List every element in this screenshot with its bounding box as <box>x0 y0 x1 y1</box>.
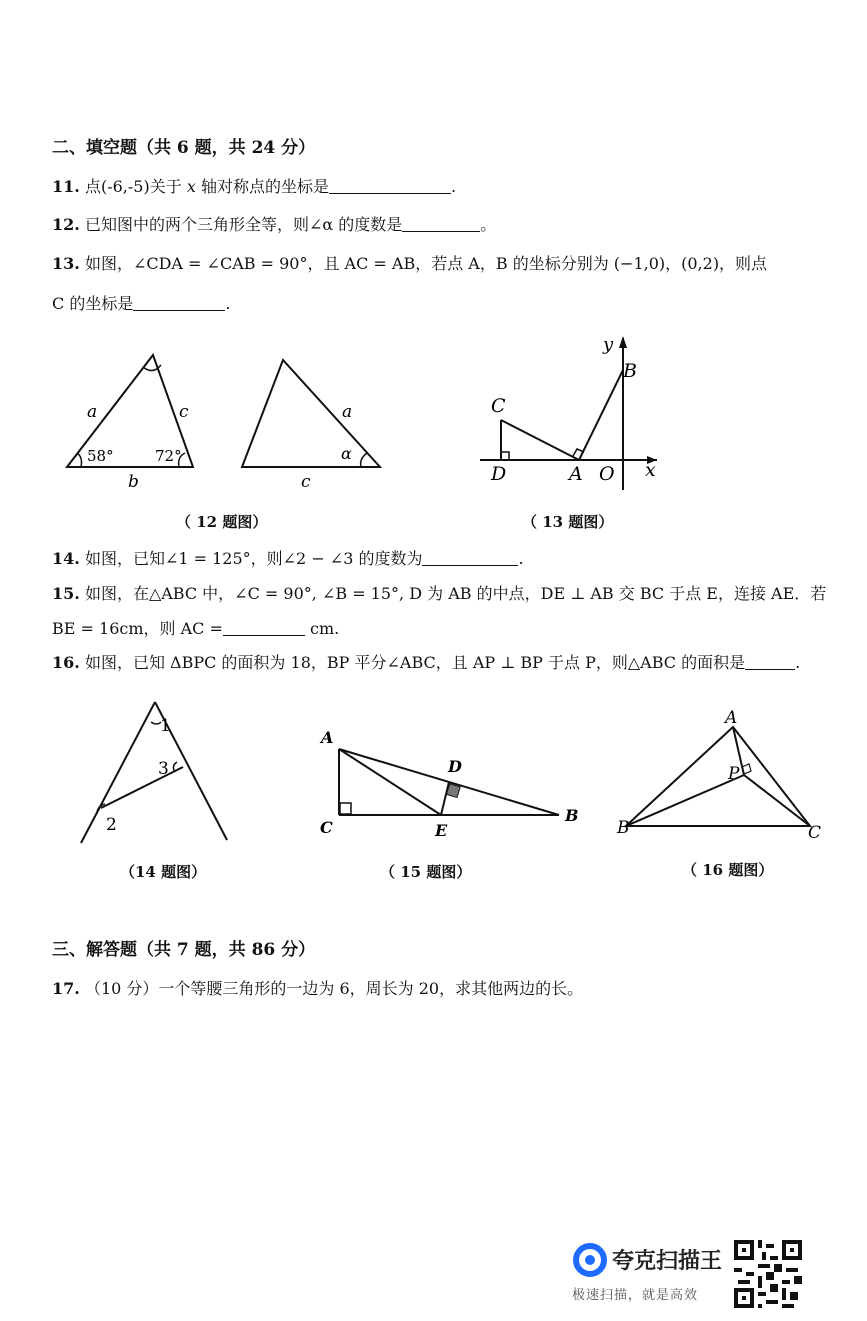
question-15-line1 <box>52 581 826 604</box>
label-a: a <box>342 402 353 422</box>
q12-text: 已知图中的两个三角形全等，则∠α 的度数是 <box>84 215 403 234</box>
question-number: 15. <box>52 584 80 603</box>
section-2-title: 二、填空题（共 6 题，共 24 分） <box>52 138 316 158</box>
scanner-logo-icon <box>572 1242 608 1278</box>
q13-text-b: C 的坐标是 <box>52 294 134 313</box>
brand-title: 夸克扫描王 <box>612 1249 723 1274</box>
triangle-abc <box>626 727 810 826</box>
label-B: B <box>565 806 579 825</box>
label-C: C <box>491 395 506 417</box>
q11-text-a: 点 <box>84 177 101 196</box>
answer-blank[interactable] <box>133 296 225 311</box>
q11-axis: x <box>186 177 196 196</box>
segment-ca <box>501 420 579 460</box>
q15-unit: cm <box>309 619 335 638</box>
segment-bp <box>626 775 744 826</box>
label-C: C <box>320 818 333 837</box>
q13-end: . <box>225 294 231 313</box>
figure-15 <box>315 725 585 845</box>
answer-blank[interactable] <box>223 621 305 636</box>
figure-12 <box>55 345 395 495</box>
segment-de <box>441 782 449 815</box>
qr-code-icon <box>734 1240 802 1308</box>
label-a: a <box>87 402 98 422</box>
label-2: 2 <box>106 815 117 835</box>
figure-14 <box>75 700 245 850</box>
q11-text-c: 轴对称点的坐标是 <box>200 177 329 196</box>
q13-text-a: 如图，∠CDA = ∠CAB = 90°，且 AC = AB，若点 A，B 的坐标分别为 (−1,0)，(0,2)，则点 <box>84 254 768 273</box>
q12-end: 。 <box>480 215 497 234</box>
caption-12: （ 12 题图） <box>176 513 268 531</box>
figure-13 <box>475 330 675 500</box>
label-A: A <box>725 708 738 728</box>
question-15-line2 <box>52 616 339 639</box>
triangle-2 <box>242 360 380 467</box>
question-number: 12. <box>52 215 80 234</box>
q16-text: 如图，已知 ΔBPC 的面积为 18，BP 平分∠ABC，且 AP ⊥ BP 于点 P，则△ABC 的面积是 <box>84 653 746 672</box>
question-number: 17. <box>52 979 80 998</box>
label-D: D <box>491 463 507 485</box>
brand-subtitle: 极速扫描，就是高效 <box>572 1288 699 1303</box>
question-number: 14. <box>52 549 80 568</box>
label-B: B <box>623 360 637 382</box>
question-13-line1 <box>52 251 767 274</box>
answer-blank[interactable] <box>402 217 480 232</box>
label-A: A <box>321 728 334 747</box>
q14-text: 如图，已知∠1 = 125°，则∠2 − ∠3 的度数为 <box>84 549 423 568</box>
caption-13: （ 13 题图） <box>522 513 614 531</box>
label-B: B <box>617 818 630 838</box>
figure-16 <box>612 705 827 850</box>
segment-ae <box>339 749 441 815</box>
angle-72: 72° <box>155 447 182 465</box>
right-angle-mark <box>501 452 509 460</box>
label-A: A <box>569 463 583 485</box>
question-number: 11. <box>52 177 80 196</box>
question-number: 16. <box>52 653 80 672</box>
label-3: 3 <box>158 759 169 779</box>
label-c: c <box>301 472 311 492</box>
y-axis-arrow <box>619 336 627 348</box>
section-3-title: 三、解答题（共 7 题，共 86 分） <box>52 940 316 960</box>
q17-text: （10 分）一个等腰三角形的一边为 6，周长为 20，求其他两边的长。 <box>84 979 584 998</box>
angle-arc <box>77 453 82 467</box>
answer-blank[interactable] <box>329 179 451 194</box>
angle-arc <box>361 453 367 467</box>
label-c: c <box>179 402 189 422</box>
angle-58: 58° <box>87 447 114 465</box>
q14-end: . <box>518 549 524 568</box>
label-x: x <box>645 459 656 481</box>
question-13-line2 <box>52 291 230 314</box>
caption-15: （ 15 题图） <box>380 863 472 881</box>
label-D: D <box>448 757 462 776</box>
label-E: E <box>435 821 448 840</box>
label-b: b <box>128 472 139 492</box>
question-number: 13. <box>52 254 80 273</box>
q15-end: . <box>334 619 340 638</box>
q11-point: (-6,-5) <box>100 177 150 196</box>
label-P: P <box>728 764 740 784</box>
q11-text-b: 关于 <box>149 177 182 196</box>
right-angle-mark <box>340 803 351 814</box>
label-1: 1 <box>160 716 171 736</box>
label-y: y <box>603 334 614 355</box>
question-12 <box>52 212 496 235</box>
question-16 <box>52 650 800 673</box>
caption-16: （ 16 题图） <box>682 861 774 879</box>
transversal <box>101 767 183 808</box>
question-17 <box>52 976 583 999</box>
q15-text-b: BE = 16cm，则 AC = <box>52 619 223 638</box>
q15-text-a: 如图，在△ABC 中，∠C = 90°, ∠B = 15°, D 为 AB 的中点，DE ⊥ AB 交 BC 于点 E，连接 AE．若 <box>84 584 827 603</box>
q16-end: . <box>795 653 801 672</box>
line-left <box>81 702 155 843</box>
caption-14: （14 题图） <box>120 863 207 881</box>
label-alpha: α <box>341 444 352 463</box>
answer-blank[interactable] <box>422 551 518 566</box>
label-C: C <box>808 823 822 843</box>
label-O: O <box>599 463 615 485</box>
question-14 <box>52 546 524 569</box>
q11-end: . <box>450 177 457 196</box>
segment-ab <box>579 370 623 460</box>
answer-blank[interactable] <box>745 655 795 670</box>
question-11 <box>52 174 456 197</box>
